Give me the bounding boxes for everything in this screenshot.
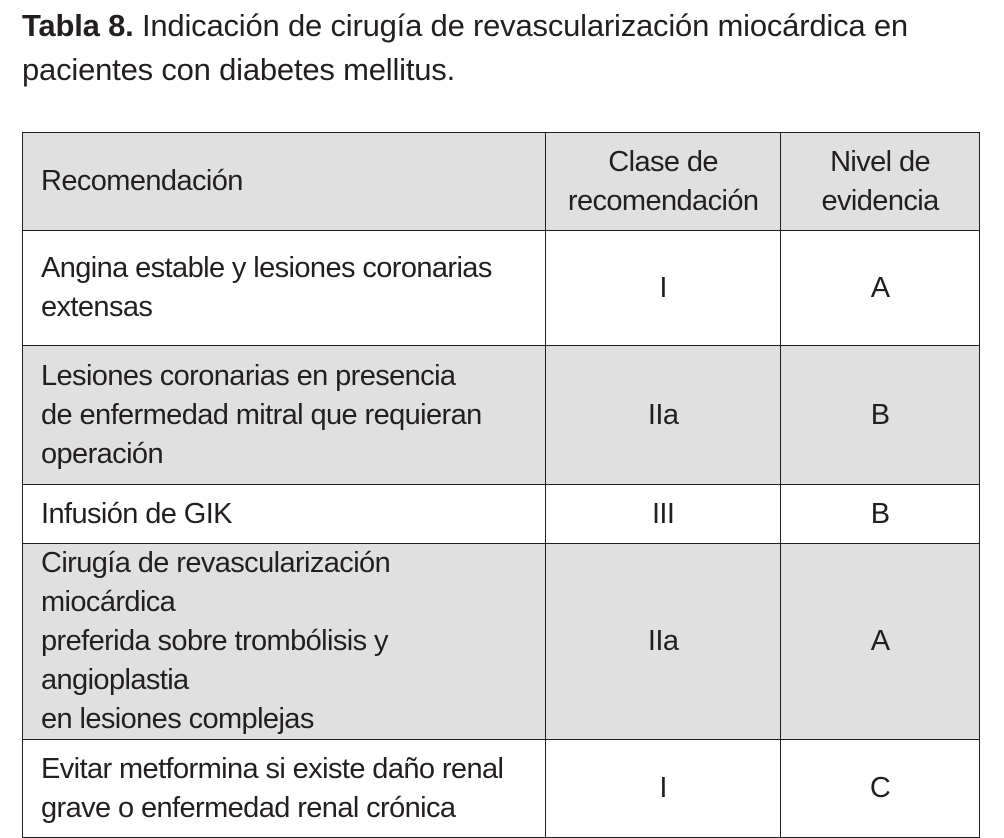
caption-label: Tabla 8. <box>22 8 134 43</box>
cell-recomendacion: Cirugía de revascularización miocárdica preferida sobre trombólisis y angioplastia en lesiones complejas <box>23 544 546 740</box>
cell-clase: I <box>546 231 781 346</box>
table-header-row <box>23 133 980 231</box>
header-clase: Clase de recomendación <box>546 133 781 231</box>
cell-clase: IIa <box>546 544 781 740</box>
cell-clase: I <box>546 740 781 838</box>
table-row <box>23 346 980 485</box>
header-recomendacion: Recomendación <box>23 133 546 231</box>
table-row <box>23 231 980 346</box>
cell-nivel: B <box>781 485 980 544</box>
cell-clase: III <box>546 485 781 544</box>
cell-recomendacion: Lesiones coronarias en presencia de enfermedad mitral que requieran operación <box>23 346 546 485</box>
cell-nivel: A <box>781 231 980 346</box>
table-row <box>23 740 980 838</box>
table-caption <box>22 4 997 92</box>
cell-recomendacion: Evitar metformina si existe daño renal grave o enfermedad renal crónica <box>23 740 546 838</box>
cell-recomendacion: Angina estable y lesiones coronarias extensas <box>23 231 546 346</box>
caption-text: Indicación de cirugía de revascularización miocárdica en pacientes con diabetes mellitus. <box>22 8 908 87</box>
table-row <box>23 485 980 544</box>
cell-recomendacion: Infusión de GIK <box>23 485 546 544</box>
cell-nivel: A <box>781 544 980 740</box>
header-nivel: Nivel de evidencia <box>781 133 980 231</box>
recommendations-table <box>22 132 980 838</box>
cell-nivel: C <box>781 740 980 838</box>
cell-nivel: B <box>781 346 980 485</box>
table-row <box>23 544 980 740</box>
cell-clase: IIa <box>546 346 781 485</box>
